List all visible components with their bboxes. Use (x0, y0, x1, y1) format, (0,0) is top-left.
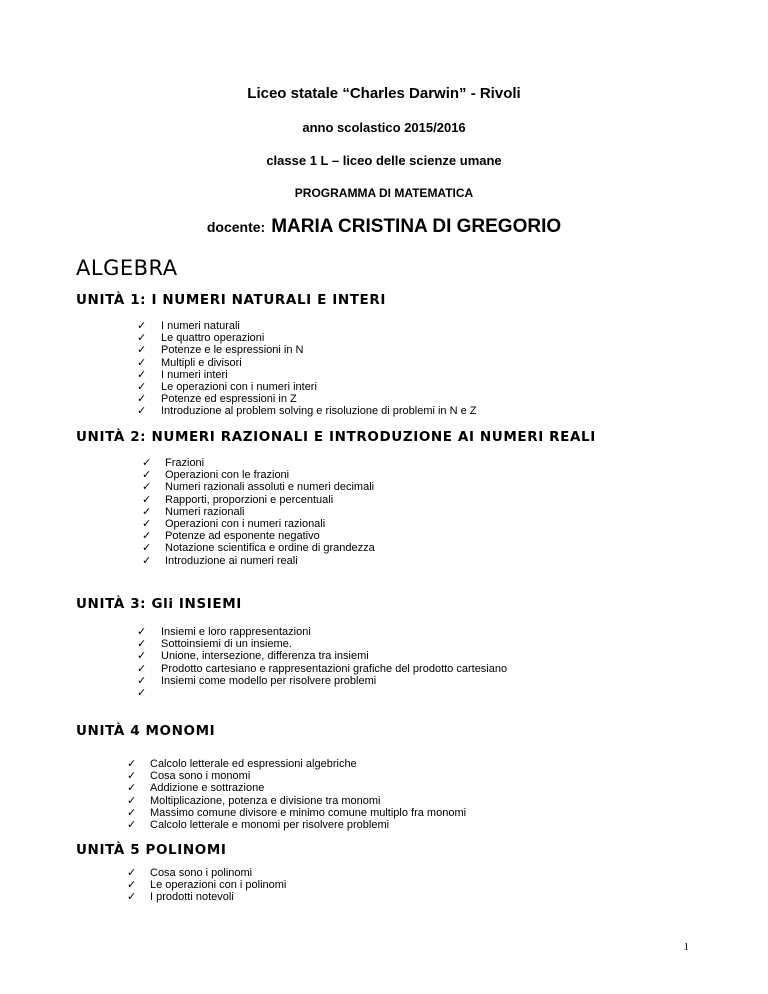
checkmark-icon: ✓ (137, 331, 147, 345)
checkmark-icon: ✓ (142, 541, 152, 555)
unit-3-title: UNITÀ 3: Gli INSIEMI (76, 596, 242, 612)
checkmark-icon: ✓ (127, 866, 137, 879)
checkmark-icon: ✓ (127, 890, 137, 904)
checkmark-icon: ✓ (127, 757, 137, 770)
checkmark-icon: ✓ (137, 637, 147, 651)
checkmark-icon: ✓ (137, 625, 147, 638)
checkmark-icon: ✓ (127, 805, 137, 819)
checkmark-icon: ✓ (137, 392, 147, 406)
checkmark-icon: ✓ (127, 793, 137, 807)
checkmark-icon: ✓ (137, 673, 147, 687)
checkmark-icon: ✓ (142, 492, 152, 506)
teacher-line (0, 216, 768, 238)
class-description: classe 1 L – liceo delle scienze umane (266, 153, 502, 168)
checkmark-icon: ✓ (142, 480, 152, 494)
checkmark-icon: ✓ (137, 404, 147, 418)
checkmark-icon: ✓ (137, 343, 147, 357)
checkmark-icon: ✓ (127, 781, 137, 795)
checkmark-icon: ✓ (137, 685, 147, 699)
section-title: ALGEBRA (76, 256, 178, 280)
teacher-label: docente: (206, 219, 266, 235)
checkmark-icon: ✓ (137, 649, 147, 663)
checkmark-icon: ✓ (142, 516, 152, 530)
checkmark-icon: ✓ (127, 878, 137, 892)
program-title: PROGRAMMA DI MATEMATICA (294, 186, 474, 200)
checkmark-icon: ✓ (137, 367, 147, 381)
page-number: 1 (683, 941, 689, 953)
checkmark-icon: ✓ (142, 504, 152, 518)
unit-5-title: UNITÀ 5 POLINOMI (76, 842, 227, 858)
unit-2-title: UNITÀ 2: NUMERI RAZIONALI E INTRODUZIONE AI NUMERI REALI (76, 429, 596, 445)
unit-4-title: UNITÀ 4 MONOMI (76, 723, 216, 739)
school-year: anno scolastico 2015/2016 (302, 120, 466, 135)
checkmark-icon: ✓ (137, 319, 147, 332)
checkmark-icon: ✓ (142, 456, 152, 469)
checkmark-icon: ✓ (137, 379, 147, 393)
school-name: Liceo statale “Charles Darwin” - Rivoli (247, 85, 521, 102)
checkmark-icon: ✓ (142, 468, 152, 482)
checkmark-icon: ✓ (127, 769, 137, 783)
checkmark-icon: ✓ (142, 529, 152, 543)
document-page: Liceo statale “Charles Darwin” - Rivoli anno scolastico 2015/2016 classe 1 L – liceo delle scienze umane PROGRAMMA DI MATEMATICA docente: MARIA CRISTINA DI GREGORIO ALGEBRA UNITÀ 1: I NUMERI NATURALI E INTERI ✓ I numeri naturali ✓ Le quattro operazioni ✓ Potenze e le espressioni in N ✓ Multipli e divisori ✓ I numeri interi ✓ Le operazioni con i numeri interi ✓ Potenze ed espressioni in Z ✓ Introduzione al problem solving e risoluzione di problemi in N e Z UNITÀ 2: NUMERI RAZIONALI E INTRODUZIONE AI NUMERI REALI ✓ Frazioni ✓ Operazioni con le frazioni ✓ Numeri razionali assoluti e numeri decimali ✓ Rapporti, proporzioni e percentuali ✓ Numeri razionali ✓ Operazioni con i numeri razionali ✓ Potenze ad esponente negativo ✓ Notazione scientifica e ordine di grandezza ✓ Introduzione ai numeri reali UNITÀ 3: Gli INSIEMI ✓ Insiemi e loro rappresentazioni ✓ Sottoinsiemi di un insieme. ✓ Unione, intersezione, differenza tra insiemi ✓ Prodotto cartesiano e rappresentazioni grafiche del prodotto cartesiano ✓ Insiemi come modello per risolvere problemi ✓ UNITÀ 4 MONOMI ✓ Calcolo letterale ed espressioni algebriche ✓ Cosa sono i monomi ✓ Addizione e sottrazione ✓ Moltiplicazione, potenza e divisione tra monomi ✓ Massimo comune divisore e minimo comune multiplo fra monomi ✓ Calcolo letterale e monomi per risolvere problemi UNITÀ 5 POLINOMI ✓ Cosa sono i polinomi ✓ Le operazioni con i polinomi ✓ I prodotti notevoli 1 (0, 0, 768, 994)
checkmark-icon: ✓ (137, 661, 147, 675)
unit-1-title: UNITÀ 1: I NUMERI NATURALI E INTERI (76, 292, 386, 308)
checkmark-icon: ✓ (142, 553, 152, 567)
checkmark-icon: ✓ (127, 817, 137, 831)
checkmark-icon: ✓ (137, 355, 147, 369)
teacher-name: MARIA CRISTINA DI GREGORIO (271, 216, 562, 237)
